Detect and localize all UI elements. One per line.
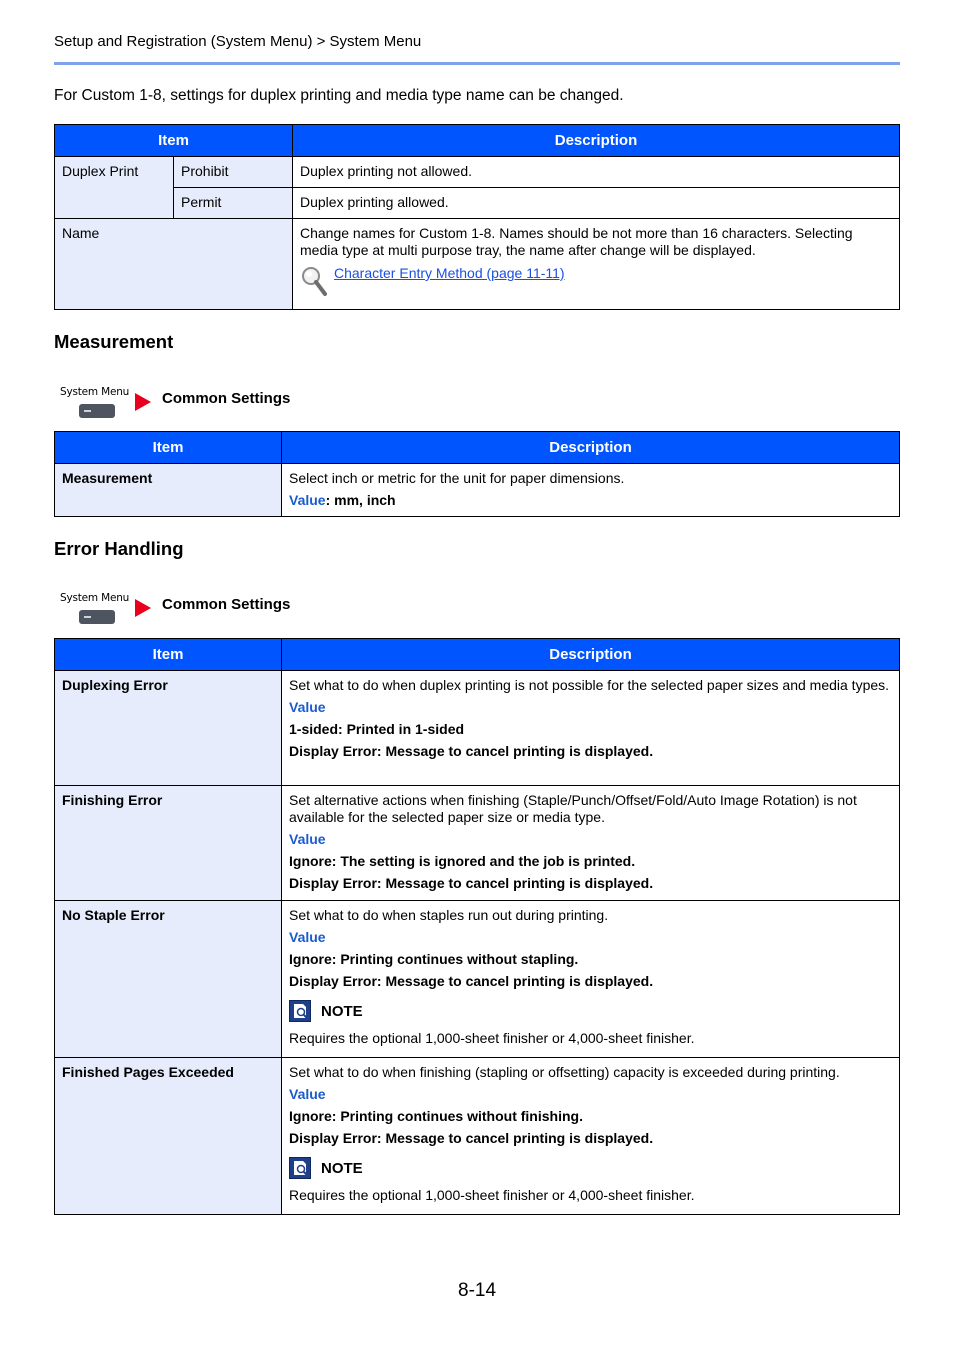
error-handling-heading: Error Handling [54, 538, 184, 559]
custom-settings-table [54, 124, 900, 310]
right-arrow-icon [135, 599, 151, 617]
row-description: Set what to do when finishing (stapling or offsetting) capacity is exceeded during printing. [289, 1064, 840, 1080]
prohibit-description: Duplex printing not allowed. [293, 157, 900, 188]
system-menu-label: System Menu [60, 592, 130, 604]
value-option: Ignore: Printing continues without finishing. [289, 1108, 583, 1124]
intro-text: For Custom 1-8, settings for duplex printing and media type name can be changed. [54, 87, 624, 104]
name-description: Change names for Custom 1-8. Names should be not more than 16 characters. Selecting media type at multi purpose tray, the name after change will be displayed. [300, 225, 853, 258]
value-label: Value [289, 1086, 326, 1102]
system-menu-key-icon [79, 610, 115, 624]
measurement-item: Measurement [55, 464, 282, 517]
note-text: Requires the optional 1,000-sheet finisher or 4,000-sheet finisher. [289, 1187, 695, 1203]
note-title: NOTE [321, 1159, 363, 1177]
row-description: Set what to do when staples run out during printing. [289, 907, 609, 923]
value-option: 1-sided: Printed in 1-sided [289, 721, 465, 737]
character-entry-link[interactable]: Character Entry Method (page 11-11) [334, 265, 565, 281]
note-heading [289, 1157, 892, 1179]
measurement-table [54, 431, 900, 517]
system-menu-key[interactable] [60, 386, 130, 426]
value-label: Value [289, 699, 326, 715]
finished-pages-exceeded-item: Finished Pages Exceeded [55, 1058, 282, 1215]
finished-pages-exceeded-description [282, 1058, 900, 1215]
reference-link-row [300, 265, 892, 297]
prohibit-label: Prohibit [174, 157, 293, 188]
value-option: Ignore: Printing continues without stapling. [289, 951, 579, 967]
system-menu-key-icon [79, 404, 115, 418]
row-description: Set alternative actions when finishing (Staple/Punch/Offset/Fold/Auto Image Rotation) is not available for the selected paper size or media type. [289, 792, 857, 825]
system-menu-label: System Menu [60, 386, 130, 398]
finishing-error-item: Finishing Error [55, 786, 282, 901]
page-number: 8-14 [458, 1280, 497, 1301]
breadcrumb: Setup and Registration (System Menu) > System Menu [54, 33, 422, 50]
menu-path: Common Settings [162, 596, 291, 613]
no-staple-error-item: No Staple Error [55, 901, 282, 1058]
measurement-description-cell [282, 464, 900, 517]
note-title: NOTE [321, 1002, 363, 1020]
menu-path: Common Settings [162, 390, 291, 407]
name-description-cell [293, 219, 900, 310]
value-option: Display Error: Message to cancel printing is displayed. [289, 1130, 654, 1146]
value-label: Value [289, 929, 326, 945]
value-text: : mm, inch [325, 492, 396, 508]
row-description: Set what to do when duplex printing is not possible for the selected paper sizes and media types. [289, 677, 890, 693]
value-option: Display Error: Message to cancel printing is displayed. [289, 875, 654, 891]
error-handling-table [54, 638, 900, 1215]
col-header-description: Description [282, 639, 900, 671]
duplexing-error-item: Duplexing Error [55, 671, 282, 786]
measurement-value [289, 492, 892, 509]
value-label: Value [289, 831, 326, 847]
value-option: Display Error: Message to cancel printing is displayed. [289, 743, 654, 759]
note-heading [289, 1000, 892, 1022]
duplex-print-label: Duplex Print [55, 157, 174, 219]
col-header-description: Description [293, 125, 900, 157]
measurement-heading: Measurement [54, 331, 174, 352]
finishing-error-description [282, 786, 900, 901]
note-text: Requires the optional 1,000-sheet finisher or 4,000-sheet finisher. [289, 1030, 695, 1046]
duplexing-error-description [282, 671, 900, 786]
col-header-item: Item [55, 639, 282, 671]
no-staple-error-description [282, 901, 900, 1058]
measurement-description: Select inch or metric for the unit for paper dimensions. [289, 470, 625, 486]
value-option: Display Error: Message to cancel printing is displayed. [289, 973, 654, 989]
col-header-description: Description [282, 432, 900, 464]
note-icon [289, 1157, 311, 1179]
system-menu-key[interactable] [60, 592, 130, 632]
magnifier-icon [300, 265, 328, 297]
permit-label: Permit [174, 188, 293, 219]
col-header-item: Item [55, 432, 282, 464]
right-arrow-icon [135, 393, 151, 411]
note-icon [289, 1000, 311, 1022]
name-label: Name [55, 219, 293, 310]
value-label: Value [289, 492, 326, 508]
value-option: Ignore: The setting is ignored and the job is printed. [289, 853, 636, 869]
header-rule [54, 62, 900, 65]
col-header-item: Item [55, 125, 293, 157]
permit-description: Duplex printing allowed. [293, 188, 900, 219]
